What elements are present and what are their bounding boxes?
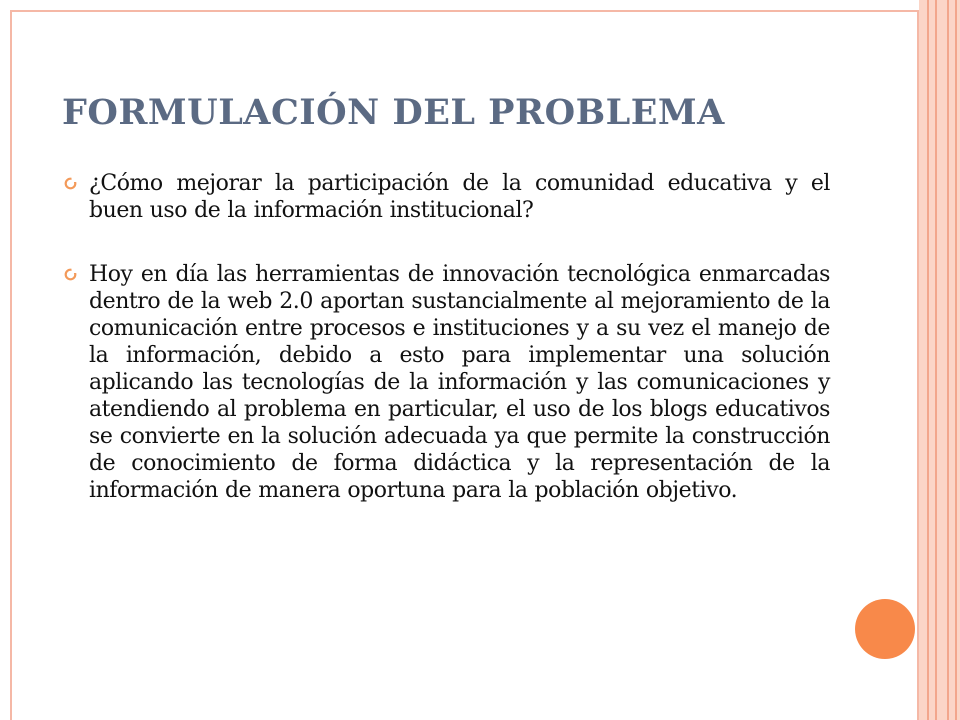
open-circle-bullet-icon xyxy=(64,177,77,190)
slide-title: FORMULACIÓN DEL PROBLEMA xyxy=(62,92,725,133)
decorative-stripes xyxy=(919,0,960,720)
bullet-text-question: ¿Cómo mejorar la participación de la comunidad educativa y el buen uso de la información institucional? xyxy=(89,171,830,223)
stripe-line xyxy=(927,0,929,720)
bullet-item xyxy=(60,170,830,224)
stripe-line xyxy=(955,0,957,720)
bullet-text-description: Hoy en día las herramientas de innovación tecnológica enmarcadas dentro de la web 2.0 aportan sustancialmente al mejoramiento de la comunicación entre procesos e instituciones y a su vez el manejo de la información, debido a esto para implementar una solución aplicando las tecnologías de la información y las comunicaciones y atendiendo al problema en particular, el uso de los blogs educativos se convierte en la solución adecuada ya que permite la construcción de conocimiento de forma didáctica y la representación de la información de manera oportuna para la población objetivo. xyxy=(89,262,830,503)
open-circle-bullet-icon xyxy=(64,268,77,281)
stripe-line xyxy=(935,0,937,720)
bullet-list xyxy=(60,170,830,541)
accent-circle xyxy=(855,599,915,659)
bullet-item xyxy=(60,261,830,504)
stripe-line xyxy=(947,0,949,720)
